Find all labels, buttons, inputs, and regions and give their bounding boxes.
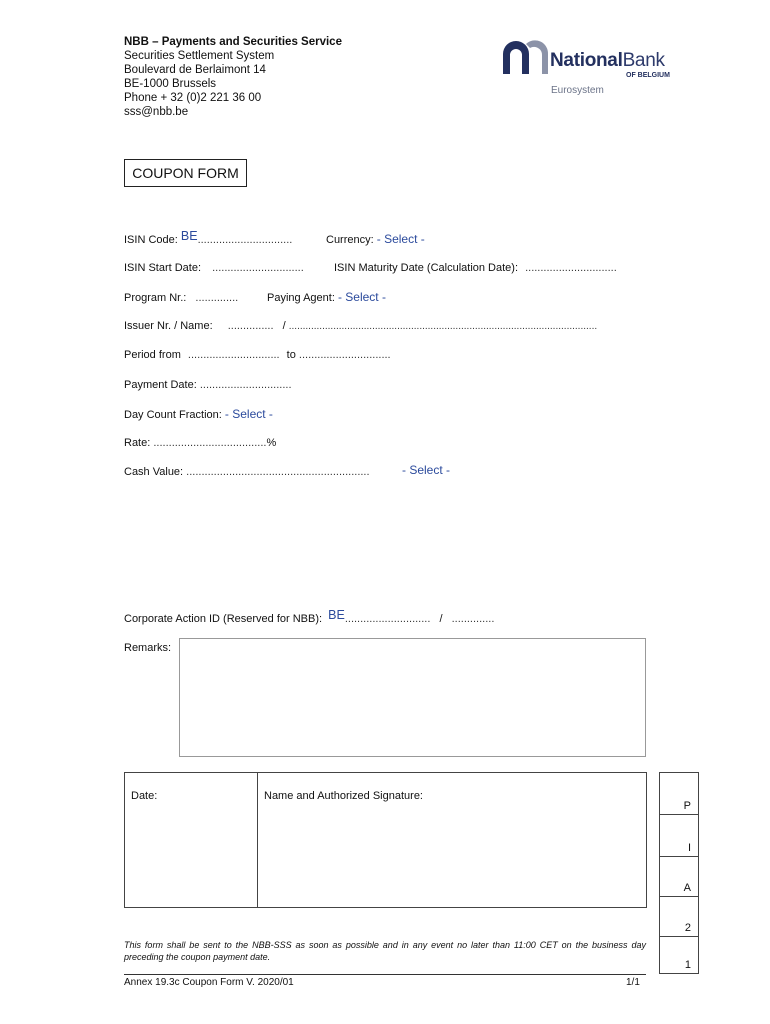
- rate-unit: %: [266, 437, 277, 449]
- corporate-action-id-field[interactable]: [124, 608, 495, 625]
- cash-value-field[interactable]: [124, 466, 370, 478]
- side-code-cell: I: [660, 815, 698, 857]
- submission-note: This form shall be sent to the NBB-SSS as soon as possible and in any event no later than 11:00 CET on the business day preceding the coupon payment date.: [124, 940, 646, 962]
- date-input[interactable]: [125, 808, 257, 907]
- currency-field[interactable]: [326, 232, 425, 246]
- issuer-separator: /: [282, 320, 286, 332]
- phone: Phone + 32 (0)2 221 36 00: [124, 92, 262, 104]
- period-to-label: to: [286, 349, 296, 361]
- program-nr-field[interactable]: [124, 292, 238, 304]
- footer-form-version: Annex 19.3c Coupon Form V. 2020/01: [124, 977, 294, 988]
- currency-select[interactable]: - Select -: [376, 232, 425, 246]
- rate-field[interactable]: [124, 437, 276, 449]
- isin-maturity-date-label: ISIN Maturity Date (Calculation Date):: [334, 262, 519, 274]
- issuer-field[interactable]: [124, 320, 597, 332]
- side-code-column: [659, 772, 699, 974]
- paying-agent-field[interactable]: [267, 290, 386, 304]
- corporate-action-input-2[interactable]: ..............: [451, 613, 495, 625]
- side-code-cell: 2: [660, 897, 698, 937]
- side-code-cell: A: [660, 857, 698, 897]
- cash-value-select[interactable]: - Select -: [402, 463, 451, 477]
- isin-maturity-date-input[interactable]: ..............................: [525, 262, 617, 274]
- isin-start-date-input[interactable]: ..............................: [212, 262, 304, 274]
- address-line: Boulevard de Berlaimont 14: [124, 64, 266, 76]
- footer-page-number: 1/1: [626, 977, 640, 988]
- org-name: NBB – Payments and Securities Service: [124, 36, 342, 48]
- email: sss@nbb.be: [124, 106, 189, 118]
- period-to-input[interactable]: ..............................: [298, 349, 391, 361]
- period-field[interactable]: [124, 349, 391, 361]
- rate-label: Rate:: [124, 437, 151, 449]
- paying-agent-label: Paying Agent:: [267, 292, 335, 304]
- payment-date-label: Payment Date:: [124, 379, 197, 391]
- day-count-fraction-label: Day Count Fraction:: [124, 409, 222, 421]
- date-label: Date:: [131, 790, 158, 802]
- corporate-action-prefix: BE: [328, 608, 345, 622]
- footer-divider: [124, 974, 646, 975]
- issuer-label: Issuer Nr. / Name:: [124, 320, 213, 332]
- signature-input[interactable]: [258, 808, 646, 907]
- national-bank-logo: [498, 36, 678, 102]
- logo-subtitle: OF BELGIUM: [626, 72, 670, 79]
- period-from-input[interactable]: ..............................: [187, 349, 280, 361]
- corporate-action-input[interactable]: ............................: [344, 613, 431, 625]
- sender-address: [124, 35, 342, 119]
- isin-start-date-field[interactable]: [124, 262, 304, 274]
- logo-eurosystem: Eurosystem: [551, 85, 604, 96]
- corporate-action-id-label: Corporate Action ID (Reserved for NBB):: [124, 613, 323, 625]
- period-label: Period from: [124, 349, 181, 361]
- bank-arch-icon: [500, 36, 550, 76]
- remarks-label: Remarks:: [124, 642, 172, 654]
- currency-label: Currency:: [326, 234, 374, 246]
- paying-agent-select[interactable]: - Select -: [337, 290, 386, 304]
- cash-value-currency-field[interactable]: [402, 463, 450, 477]
- program-nr-label: Program Nr.:: [124, 292, 187, 304]
- payment-date-input[interactable]: ..............................: [199, 379, 292, 391]
- isin-start-date-label: ISIN Start Date:: [124, 262, 202, 274]
- isin-code-prefix: BE: [180, 229, 198, 243]
- day-count-fraction-select[interactable]: - Select -: [224, 407, 273, 421]
- program-nr-input[interactable]: ..............: [195, 292, 239, 304]
- isin-code-field[interactable]: [124, 229, 293, 246]
- side-code-cell: P: [660, 773, 698, 815]
- remarks-textarea[interactable]: [179, 638, 646, 757]
- isin-maturity-date-field[interactable]: [334, 262, 617, 274]
- day-count-fraction-field[interactable]: [124, 407, 273, 421]
- logo-text: NationalBank: [550, 50, 665, 71]
- cash-value-label: Cash Value:: [124, 466, 184, 478]
- signature-table: [124, 772, 647, 908]
- isin-code-label: ISIN Code:: [124, 234, 178, 246]
- payment-date-field[interactable]: [124, 379, 292, 391]
- signature-label: Name and Authorized Signature:: [264, 790, 423, 802]
- address-line: BE-1000 Brussels: [124, 78, 217, 90]
- side-code-cell: 1: [684, 959, 691, 971]
- issuer-nr-input[interactable]: ...............: [227, 320, 274, 332]
- form-title: COUPON FORM: [124, 159, 247, 187]
- isin-code-input[interactable]: ...............................: [197, 234, 293, 246]
- rate-input[interactable]: .....................................: [153, 437, 267, 449]
- cash-value-input[interactable]: ............................................................: [186, 466, 370, 478]
- corporate-action-separator: /: [439, 613, 443, 625]
- address-line: Securities Settlement System: [124, 50, 275, 62]
- issuer-name-input[interactable]: ...............................................................................................................: [288, 321, 598, 332]
